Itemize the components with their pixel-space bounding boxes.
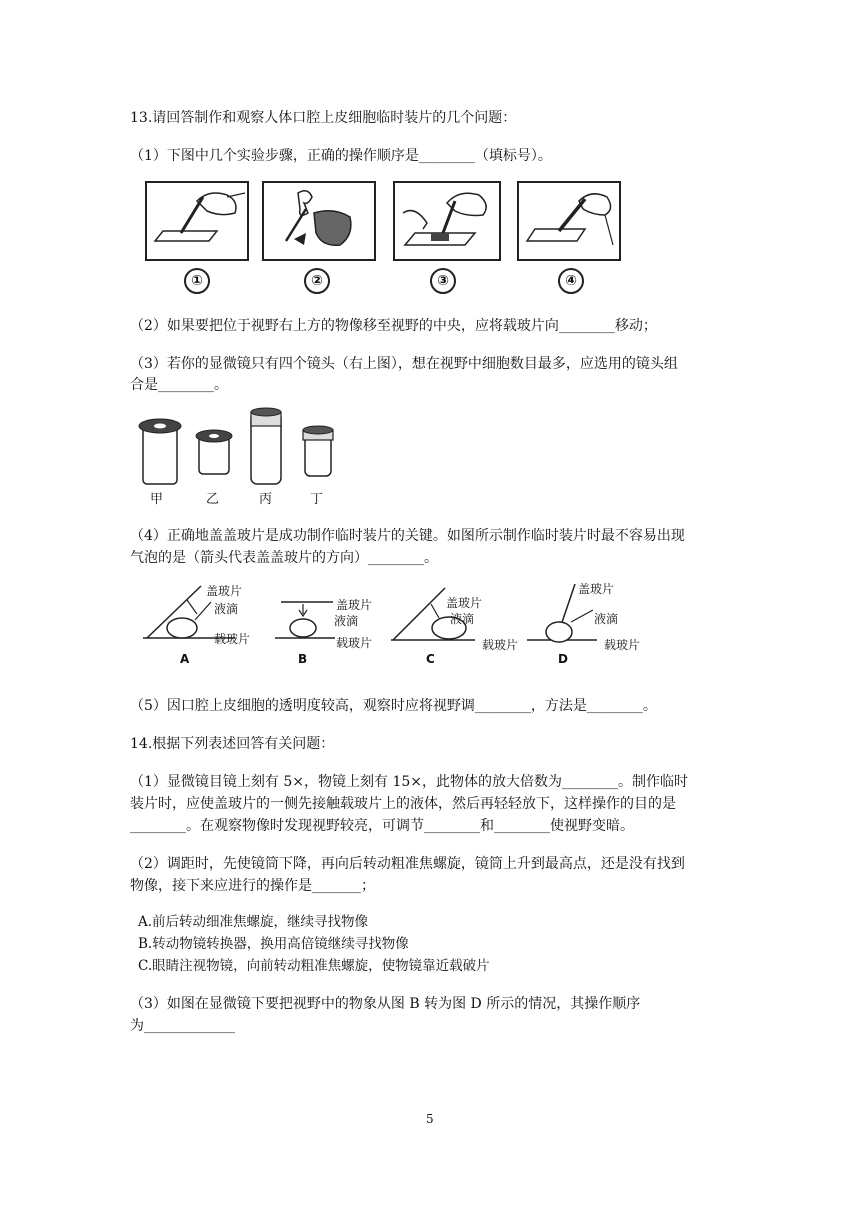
lens-label-bing: 丙 xyxy=(259,492,273,507)
diagram-a-slide-label: 载玻片 xyxy=(214,632,251,646)
q14-part2-line1: （2）调距时，先使镜筒下降，再向后转动粗准焦螺旋，镜筒上升到最高点，还是没有找到 xyxy=(130,856,685,872)
lens-set-illustration xyxy=(135,400,355,490)
diagram-b-cover-label: 盖玻片 xyxy=(336,598,373,612)
lens-label-ding: 丁 xyxy=(310,492,324,507)
lens-ding-icon xyxy=(303,426,333,476)
dropper-on-slide-illustration xyxy=(147,183,247,259)
diagram-letter-d: D xyxy=(558,652,568,666)
page-number: 5 xyxy=(426,1112,434,1126)
q13-part3-line2: 合是________。 xyxy=(130,377,228,393)
lens-yi-icon xyxy=(196,430,232,474)
diagram-a-cover-label: 盖玻片 xyxy=(206,584,243,598)
q14-part1-line1: （1）显微镜目镜上刻有 5×，物镜上刻有 15×，此物体的放大倍数为________。制作临时 xyxy=(130,774,688,790)
step-image-2 xyxy=(262,181,376,261)
step-image-1 xyxy=(145,181,249,261)
diagram-d-cover-label: 盖玻片 xyxy=(578,582,615,596)
diagram-b-drop-label: 液滴 xyxy=(334,614,359,628)
diagram-c-cover-label: 盖玻片 xyxy=(446,596,483,610)
q14-option-c: C.眼睛注视物镜，向前转动粗准焦螺旋，使物镜靠近载破片 xyxy=(138,958,490,974)
lens-jia-icon xyxy=(139,419,181,484)
diagram-letter-c: C xyxy=(426,652,435,666)
step-label-3: ③ xyxy=(430,268,456,294)
q14-option-a: A.前后转动细准焦螺旋，继续寻找物像 xyxy=(138,914,369,930)
diagram-b xyxy=(275,602,335,638)
q13-part5: （5）因口腔上皮细胞的透明度较高，观察时应将视野调________，方法是________。 xyxy=(130,698,657,714)
lens-label-yi: 乙 xyxy=(206,492,220,507)
diagram-letter-b: B xyxy=(298,652,308,666)
staining-illustration xyxy=(519,183,619,259)
q13-title: 13.请回答制作和观察人体口腔上皮细胞临时装片的几个问题： xyxy=(130,110,517,126)
q13-part1: （1）下图中几个实验步骤，正确的操作顺序是________（填标号）。 xyxy=(130,148,552,164)
step-label-4: ④ xyxy=(558,268,584,294)
diagram-b-slide-label: 载玻片 xyxy=(336,636,373,650)
diagram-c-slide-label: 载玻片 xyxy=(482,638,519,652)
cover-slip-illustration xyxy=(395,183,499,259)
diagram-c-drop-label: 液滴 xyxy=(450,612,475,626)
lens-bing-icon xyxy=(251,408,281,484)
lens-label-jia: 甲 xyxy=(150,492,164,507)
step-image-3 xyxy=(393,181,501,261)
diagram-d-drop-label: 液滴 xyxy=(594,612,619,626)
q13-part4-line1: （4）正确地盖盖玻片是成功制作临时装片的关键。如图所示制作临时装片时最不容易出现 xyxy=(130,528,685,544)
diagram-a-drop-label: 液滴 xyxy=(214,602,239,616)
q14-part2-line2: 物像，接下来应进行的操作是_______； xyxy=(130,878,375,894)
q14-part3-line2: 为_____________ xyxy=(130,1018,235,1034)
q13-part2: （2）如果要把位于视野右上方的物像移至视野的中央，应将载玻片向________移动； xyxy=(130,318,657,334)
step-image-4 xyxy=(517,181,621,261)
step-label-2: ② xyxy=(304,268,330,294)
q14-title: 14.根据下列表述回答有关问题： xyxy=(130,736,335,752)
q13-part4-line2: 气泡的是（箭头代表盖盖玻片的方向）________。 xyxy=(130,550,438,566)
q14-option-b: B.转动物镜转换器，换用高倍镜继续寻找物像 xyxy=(138,936,409,952)
diagram-d-slide-label: 载玻片 xyxy=(604,638,641,652)
step-label-1: ① xyxy=(184,268,210,294)
q13-part3-line1: （3）若你的显微镜只有四个镜头（右上图），想在视野中细胞数目最多，应选用的镜头组 xyxy=(130,356,678,372)
scraping-mouth-illustration xyxy=(264,183,374,259)
q14-part1-line2: 装片时，应使盖玻片的一侧先接触载玻片上的液体，然后再轻轻放下，这样操作的目的是 xyxy=(130,796,676,812)
q14-part1-line3: ________。在观察物像时发现视野较亮，可调节________和________使视野变暗。 xyxy=(130,818,634,834)
diagram-letter-a: A xyxy=(180,652,190,666)
q14-part3-line1: （3）如图在显微镜下要把视野中的物象从图 B 转为图 D 所示的情况，其操作顺序 xyxy=(130,996,641,1012)
